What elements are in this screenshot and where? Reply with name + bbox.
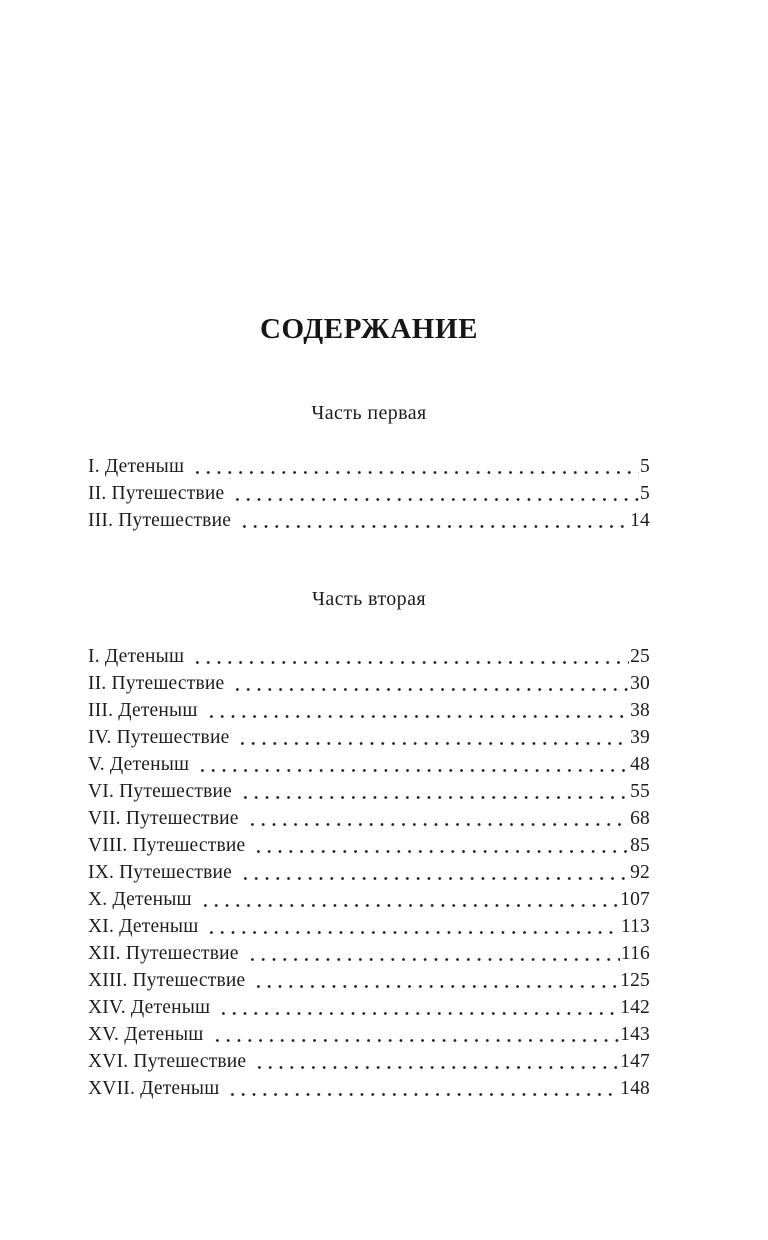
toc-entry (88, 480, 650, 507)
dot-leader (206, 697, 630, 724)
dot-leader (232, 670, 629, 697)
dot-leader (237, 724, 629, 751)
dot-leader (197, 751, 629, 778)
toc-entry-page: 148 (620, 1078, 650, 1099)
dot-leader (218, 994, 619, 1021)
toc-entry-label: III. Детеныш (88, 700, 198, 721)
dot-leader (247, 940, 620, 967)
toc-entry-label: II. Путешествие (88, 483, 225, 504)
dot-leader (240, 778, 629, 805)
dot-leader (192, 453, 639, 480)
toc-entry-page: 14 (630, 510, 650, 531)
toc-entry-page: 55 (630, 781, 650, 802)
toc-entry-page: 5 (640, 483, 650, 504)
toc-entry-label: X. Детеныш (88, 889, 192, 910)
toc-entry-page: 113 (620, 916, 650, 937)
toc-entry-label: III. Путешествие (88, 510, 232, 531)
toc-content (88, 0, 650, 1102)
toc-entry (88, 1075, 650, 1102)
toc-list-part-one (88, 453, 650, 534)
dot-leader (206, 913, 619, 940)
toc-entry (88, 778, 650, 805)
toc-entry (88, 453, 650, 480)
toc-entry-page: 107 (620, 889, 650, 910)
toc-entry-label: I. Детеныш (88, 646, 185, 667)
toc-list-part-two (88, 643, 650, 1102)
toc-entry-page: 116 (620, 943, 650, 964)
toc-entry (88, 1021, 650, 1048)
toc-entry-label: IX. Путешествие (88, 862, 232, 883)
toc-entry-page: 85 (630, 835, 650, 856)
toc-entry-page: 39 (630, 727, 650, 748)
toc-entry (88, 643, 650, 670)
toc-entry (88, 967, 650, 994)
dot-leader (212, 1021, 620, 1048)
toc-entry-label: II. Путешествие (88, 673, 225, 694)
toc-entry-page: 38 (630, 700, 650, 721)
dot-leader (253, 967, 619, 994)
toc-entry-label: VII. Путешествие (88, 808, 239, 829)
toc-entry-page: 5 (640, 456, 650, 477)
toc-entry-label: XVI. Путешествие (88, 1051, 247, 1072)
dot-leader (253, 832, 629, 859)
page-title: СОДЕРЖАНИЕ (259, 313, 479, 345)
dot-leader (254, 1048, 619, 1075)
toc-entry (88, 670, 650, 697)
section-heading-part-two: Часть вторая (312, 588, 426, 610)
toc-entry (88, 913, 650, 940)
toc-entry-label: XIII. Путешествие (88, 970, 246, 991)
dot-leader (240, 859, 629, 886)
toc-entry (88, 724, 650, 751)
toc-entry-label: XI. Детеныш (88, 916, 199, 937)
toc-entry-label: XV. Детеныш (88, 1024, 204, 1045)
toc-entry (88, 697, 650, 724)
toc-entry-page: 48 (630, 754, 650, 775)
toc-entry-page: 30 (630, 673, 650, 694)
toc-entry (88, 994, 650, 1021)
toc-entry-label: XII. Путешествие (88, 943, 239, 964)
toc-entry (88, 832, 650, 859)
dot-leader (247, 805, 629, 832)
toc-entry (88, 940, 650, 967)
dot-leader (200, 886, 619, 913)
dot-leader (232, 480, 639, 507)
toc-entry (88, 859, 650, 886)
toc-entry-label: VIII. Путешествие (88, 835, 246, 856)
toc-entry (88, 751, 650, 778)
section-heading-part-one: Часть первая (311, 402, 427, 424)
toc-entry-page: 92 (630, 862, 650, 883)
toc-entry (88, 805, 650, 832)
toc-entry-page: 147 (620, 1051, 650, 1072)
toc-entry-label: XIV. Детеныш (88, 997, 211, 1018)
toc-entry (88, 886, 650, 913)
toc-entry-page: 142 (620, 997, 650, 1018)
dot-leader (192, 643, 629, 670)
toc-entry-label: V. Детеныш (88, 754, 190, 775)
toc-entry-label: XVII. Детеныш (88, 1078, 220, 1099)
toc-entry (88, 1048, 650, 1075)
toc-entry-page: 143 (620, 1024, 650, 1045)
toc-entry-page: 125 (620, 970, 650, 991)
toc-entry-page: 25 (630, 646, 650, 667)
toc-entry-label: IV. Путешествие (88, 727, 230, 748)
dot-leader (239, 507, 629, 534)
toc-entry-label: I. Детеныш (88, 456, 185, 477)
toc-entry-page: 68 (630, 808, 650, 829)
toc-entry-label: VI. Путешествие (88, 781, 232, 802)
toc-entry (88, 507, 650, 534)
dot-leader (227, 1075, 619, 1102)
